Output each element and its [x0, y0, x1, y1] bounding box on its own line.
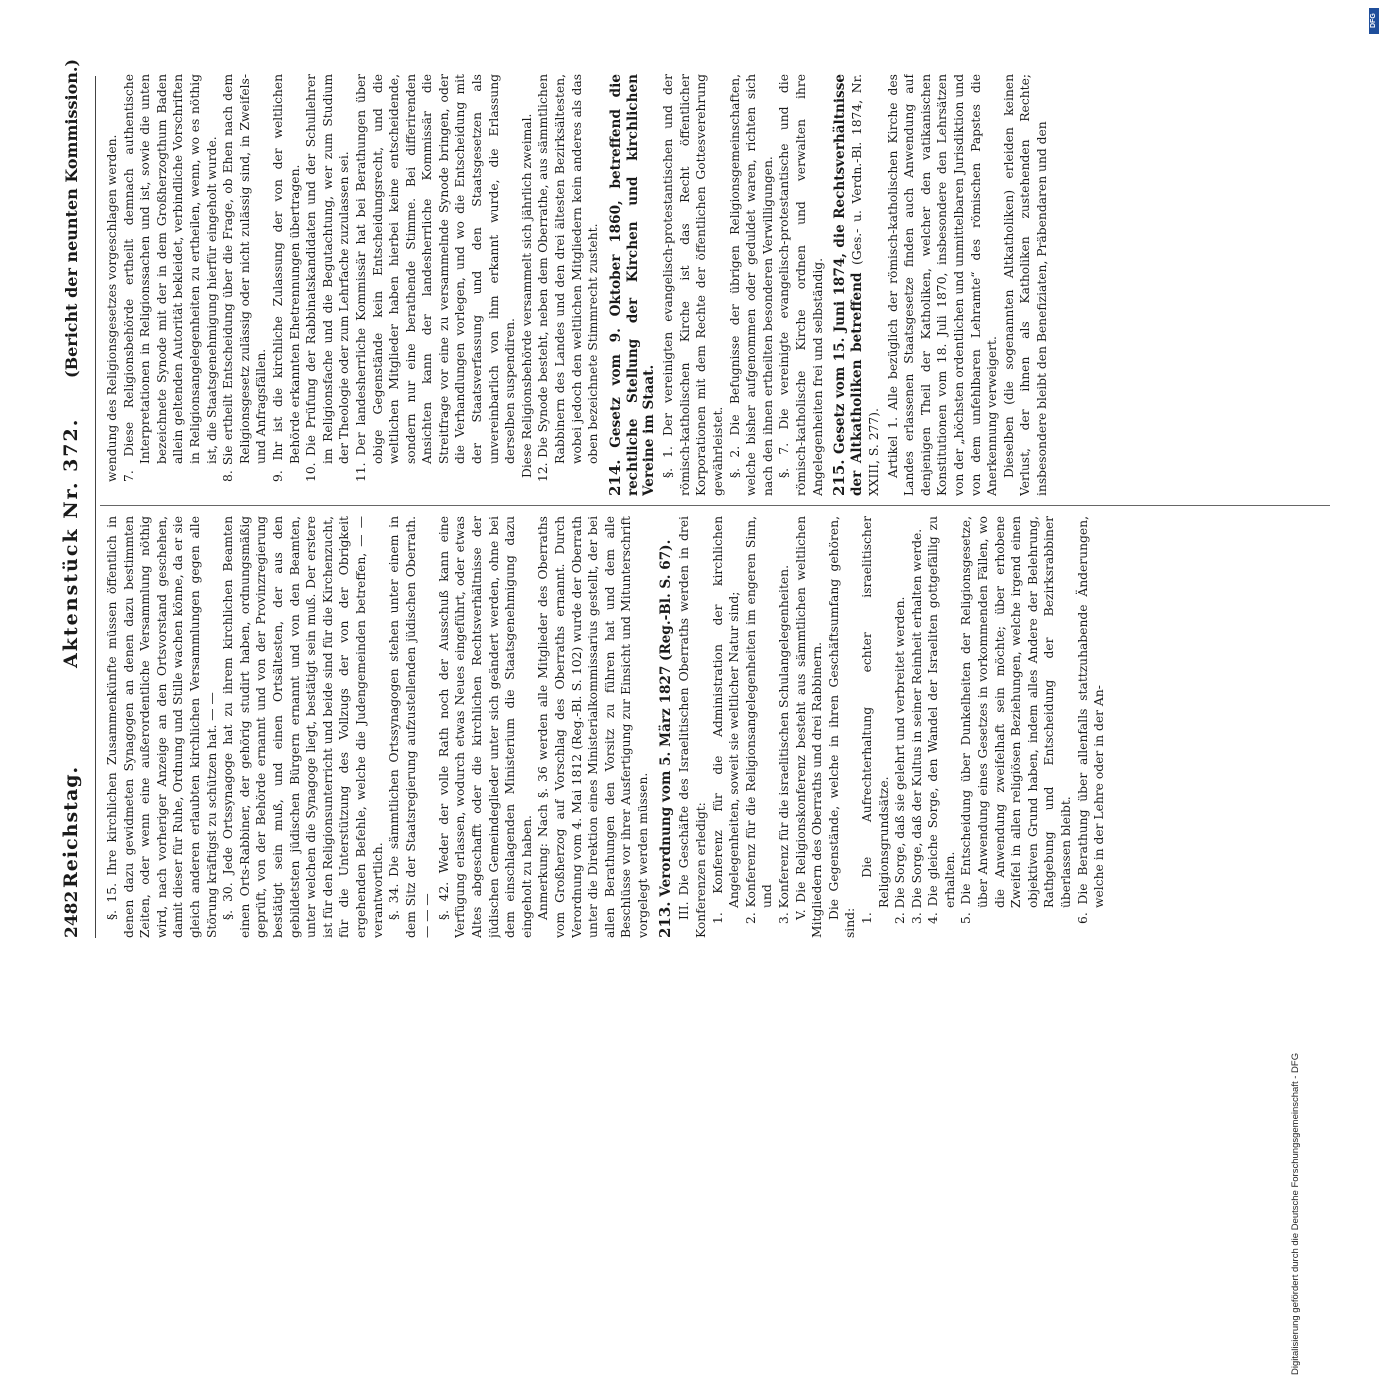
dfg-logo: DFG	[1369, 8, 1379, 34]
left-column	[104, 516, 1329, 938]
list-item: 7. Diese Religionsbehörde ertheilt demnach authentische Interpretationen in Religionssachen und ist, sowie die unten bezeichnete Synode mit der in dem Großherzogthum Baden allein geltenden Autorität bekleidet, verbindliche Vorschriften in Religionsangelegenheiten zu ertheilen, wenn, wo es nöthig ist, die Staatsgenehmigung hierfür eingeholt wurde.	[121, 74, 219, 482]
paragraph: III. Die Geschäfte des Israelitischen Oberraths werden in drei Konferenzen erledigt:	[677, 516, 708, 938]
paragraph: §. 42. Weder der volle Rath noch der Ausschuß kann eine Verfügung erlassen, wodurch etwas Neues eingeführt, oder etwas Altes abgeschafft oder die kirchlichen Rechtsverhältnisse der jüdischen Gemeindeglieder unter sich geändert werden, ohne bei dem einschlagenden Ministerium die Staatsgenehmigung dazu eingeholt zu haben.	[436, 516, 534, 938]
list-item: 8. Sie ertheilt Entscheidung über die Frage, ob Ehen nach dem Religionsgesetz zulässig oder nicht zulässig sind, in Zweifels- und Anfragsfällen.	[221, 74, 269, 482]
list-item: 2. Die Sorge, daß sie gelehrt und verbreitet werden.	[893, 596, 908, 924]
list-item: 6. Die Berathung über allenfalls stattzuhabende Änderungen, welche in der Lehre oder in der An-	[1075, 516, 1107, 924]
paragraph: Dieselben (die sogenannten Altkatholiken) erleiden keinen Verlust, der ihnen als Katholiken zustehenden Rechte; insbesondere bleibt den Benefiziaten, Präbendaren und den	[1001, 74, 1049, 496]
section-heading-215	[831, 74, 882, 496]
section-number: 214.	[605, 459, 624, 496]
section-title: Verordnung vom 5. März 1827 (Reg.-Bl. S. 67).	[657, 539, 674, 897]
list-item: 11. Der landesherrliche Kommissär hat bei Berathungen über obige Gegenstände kein Entscheidungsrecht, und die weltlichen Mitglieder haben hierbei keine entscheidende, sondern nur eine berathende Stimme. Bei differirenden Ansichten kann der landesherrliche Kommissär die Streitfrage vor eine zu versammelnde Synode bringen, oder die Verhandlungen vorlegen, und wo die Entscheidung mit der Staatsverfassung und den Staatsgesetzen als unvereinbarlich von ihm erkannt wurde, die Erlassung derselben suspendiren.	[353, 74, 518, 482]
list-item: 3. Konferenz für die israelitischen Schulangelegenheiten.	[776, 565, 791, 924]
paragraph: §. 34. Die sämmtlichen Ortssynagogen stehen unter einem in dem Sitz der Staatsregierung aufzustellenden jüdischen Oberrath. — — —	[387, 516, 435, 938]
section-heading-214	[607, 74, 658, 496]
page-number: 2482	[62, 890, 82, 938]
running-head-right: (Bericht der neunten Kommission.)	[62, 58, 81, 378]
section-number: 213.	[655, 901, 674, 938]
section-title: Gesetz vom 15. Juni 1874, die Rechtsverhältnisse der Altkatholiken betreffend	[832, 74, 865, 496]
paragraph: §. 1. Der vereinigten evangelisch-protestantischen und der römisch-katholischen Kirche ist das Recht öffentlicher Korporationen mit dem Rechte der öffentlichen Gottesverehrung gewährleistet.	[661, 74, 725, 496]
digitization-credit: Digitalisierung gefördert durch die Deutsche Forschungsgemeinschaft - DFG	[1290, 1052, 1301, 1375]
paragraph: V. Die Religionskonferenz besteht aus sämmtlichen weltlichen Mitgliedern des Oberraths und drei Rabbinern.	[793, 516, 825, 938]
section-heading-213	[657, 516, 675, 938]
list-item: 2. Konferenz für die Religionsangelegenheiten im engeren Sinn, und	[743, 516, 775, 924]
paragraph: §. 30. Jede Ortssynagoge hat zu ihrem kirchlichen Beamten einen Orts-Rabbiner, der gehörig studirt haben, ordnungsmäßig geprüft, von der Behörde ernannt und von der Provinzregierung bestätigt sein muß, und einen Ortsältesten, der aus den gebildetsten jüdischen Bürgern ernannt und von den Beamten, unter welchen die Synagoge liegt, bestätigt sein muß. Der erstere ist für den Religionsunterricht und beide sind für die Kirchenzucht, für die Unterstützung des Vollzugs der von der Obrigkeit ergehenden Befehle, welche die Judengemeinden betreffen, — — verantwortlich.	[221, 516, 385, 938]
list-item: 1. Konferenz für die Administration der kirchlichen Angelegenheiten, soweit sie weltlicher Natur sind;	[710, 516, 742, 924]
paragraph: Die Gegenstände, welche in ihren Geschäftsumfang gehören, sind:	[826, 516, 858, 938]
page-header	[58, 58, 88, 938]
running-title: Reichstag.	[60, 765, 82, 888]
paragraph: §. 15. Ihre kirchlichen Zusammenkünfte müssen öffentlich in denen dazu gewidmeten Synagogen an denen dazu bestimmten Zeiten, oder wenn eine außerordentliche Versammlung nöthig wird, nach vorheriger Anzeige an den Ortsvorstand geschehen, damit dieser für Ruhe, Ordnung und Stille wachen könne, da er sie gleich anderen erlaubten kirchlichen Versammlungen gegen alle Störung kräftigst zu schützen hat. — —	[105, 516, 219, 938]
document-number: Aktenstück Nr. 372.	[60, 417, 82, 668]
paragraph: §. 2. Die Befugnisse der übrigen Religionsgemeinschaften, welche bisher aufgenommen oder geduldet waren, richten sich nach den ihnen ertheilten besonderen Verwilligungen.	[727, 74, 775, 496]
right-column	[104, 74, 1329, 496]
list-item: 10. Die Prüfung der Rabbinatskandidaten und der Schullehrer im Religionsfache und die Begutachtung, wer zum Studium der Theologie oder zum Lehrfache zuzulassen sei.	[304, 74, 352, 482]
list-item: 1. Die Aufrechterhaltung echter israelitischer Religionsgrundsätze.	[859, 516, 891, 924]
list-item: 9. Ihr ist die kirchliche Zulassung der von der weltlichen Behörde erkannten Ehetrennungen übertragen.	[270, 74, 302, 482]
section-title: Gesetz vom 9. Oktober 1860, betreffend die rechtliche Stellung der Kirchen und kirchlichen Vereine im Staat.	[607, 74, 658, 496]
list-item: 4. Die gleiche Sorge, den Wandel der Israeliten gottgefällig zu erhalten.	[926, 516, 957, 924]
list-item: 5. Die Entscheidung über Dunkelheiten der Religionsgesetze, über Anwendung eines Gesetzes in vorkommenden Fällen, wo die Anwendung zweifelhaft sein möchte; über erhobene Zweifel in allen religiösen Beziehungen, welche irgend einen objektiven Grund haben, indem alles Andere der Belehrung, Rathgebung und Entscheidung der Bezirksrabbiner überlassen bleibt.	[959, 516, 1074, 924]
section-number: 215.	[830, 459, 849, 496]
paragraph: Diese Religionsbehörde versammelt sich jährlich zweimal.	[519, 113, 534, 478]
paragraph: Artikel 1. Alle bezüglich der römisch-katholischen Kirche des Landes erlassenen Staatsgesetze finden auch Anwendung auf denjenigen Theil der Katholiken, welcher den vatikanischen Konstitutionen vom 18. Juli 1870, insbesondere den Lehrsätzen von der „höchsten ordentlichen und unmittelbaren Jurisdiktion und von dem unfehlbaren Lehramte“ des römischen Papstes die Anerkennung verweigert.	[885, 74, 1000, 496]
section-reference: (Ges.- u. Verdn.-Bl. 1874, Nr. XXIII, S. 277).	[849, 74, 881, 496]
list-item: 12. Die Synode besteht, neben dem Oberrathe, aus sämmtlichen Rabbinern des Landes und den drei ältesten Bezirksältesten, wobei jedoch den weltlichen Mitgliedern kein anderes als das oben bezeichnete Stimmrecht zusteht.	[536, 74, 601, 482]
note-paragraph: Anmerkung: Nach §. 36 werden alle Mitglieder des Oberraths vom Großherzog auf Vorschlag des Oberraths ernannt. Durch Verordnung vom 4. Mai 1812 (Reg.-Bl. S. 102) wurde der Oberrath unter die Direktion eines Ministerialkommissarius gestellt, der bei allen Berathungen den Vorsitz zu führen hat und dem alle Beschlüsse vor ihrer Ausfertigung zur Einsicht und Mitunterschrift vorgelegt werden müssen.	[536, 516, 650, 938]
header-rule	[95, 76, 96, 938]
column-rule	[100, 505, 1330, 506]
paragraph: wendung des Religionsgesetzes vorgeschlagen werden.	[105, 134, 119, 482]
list-item: 3. Die Sorge, daß der Kultus in seiner Reinheit erhalten werde.	[909, 528, 924, 924]
paragraph: §. 7. Die vereinigte evangelisch-protestantische und die römisch-katholische Kirche ordnen und verwalten ihre Angelegenheiten frei und selbständig.	[777, 74, 825, 496]
